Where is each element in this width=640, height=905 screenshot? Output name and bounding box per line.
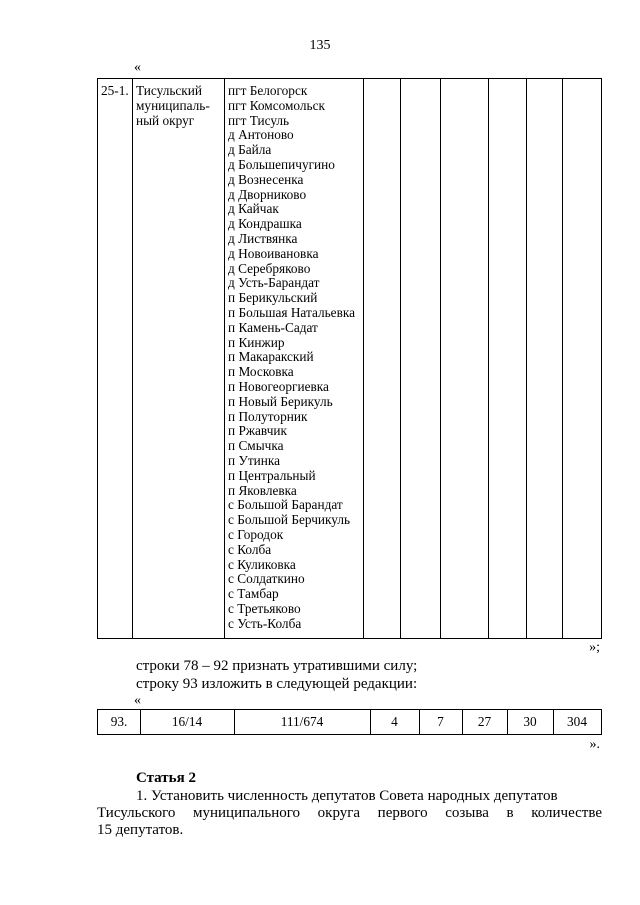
settlement-item: д Антоново bbox=[228, 127, 294, 143]
settlement-list bbox=[228, 84, 355, 631]
settlement-item: п Новогеоргиевка bbox=[228, 378, 329, 394]
amendment-text-line: строку 93 изложить в следующей редакции: bbox=[136, 676, 418, 692]
settlement-item: п Смычка bbox=[228, 438, 284, 454]
settlement-item: д Вознесенка bbox=[228, 171, 304, 187]
row-93-table bbox=[97, 709, 602, 735]
settlement-item: п Московка bbox=[228, 364, 294, 380]
column-divider bbox=[526, 79, 527, 638]
opening-quote: « bbox=[134, 693, 141, 708]
column-divider bbox=[400, 79, 401, 638]
table-cell: 7 bbox=[437, 714, 444, 729]
settlement-item: п Камень-Садат bbox=[228, 319, 318, 335]
table-cell: 111/674 bbox=[280, 714, 324, 729]
settlement-item: п Полуторник bbox=[228, 408, 308, 424]
municipality-name: Тисульский муниципаль-ный округ bbox=[136, 83, 210, 128]
settlement-item: п Большая Натальевка bbox=[228, 304, 356, 320]
article-heading: Статья 2 bbox=[136, 770, 196, 786]
settlement-item: п Макаракский bbox=[228, 349, 314, 365]
table-cell: 93. bbox=[110, 714, 128, 729]
settlement-item: д Кайчак bbox=[228, 201, 279, 217]
settlement-item: пгт Белогорск bbox=[228, 83, 308, 98]
table-cell: 304 bbox=[567, 714, 587, 729]
settlement-item: с Городок bbox=[228, 526, 284, 542]
settlement-item: д Серебряково bbox=[228, 260, 311, 276]
closing-quote: ». bbox=[589, 737, 600, 752]
page-number: 135 bbox=[309, 38, 331, 53]
settlement-item: д Дворниково bbox=[228, 186, 307, 202]
settlement-item: пгт Комсомольск bbox=[228, 97, 325, 113]
settlement-item: д Новоивановка bbox=[228, 245, 319, 261]
settlement-item: д Кондрашка bbox=[228, 216, 302, 232]
settlement-item: п Центральный bbox=[228, 467, 316, 483]
column-divider bbox=[132, 79, 133, 638]
settlement-item: с Большой Барандат bbox=[228, 497, 343, 513]
table-cell: 27 bbox=[477, 714, 492, 729]
settlement-item: д Листвянка bbox=[228, 230, 298, 246]
settlement-item: д Усть-Барандат bbox=[228, 275, 320, 291]
amendment-text-line: строки 78 – 92 признать утратившими силу; bbox=[136, 658, 418, 674]
settlement-item: с Третьяково bbox=[228, 600, 301, 616]
settlement-item: п Кинжир bbox=[228, 334, 285, 350]
article-text-line: Тисульского муниципального округа первого созыва в количестве bbox=[97, 805, 602, 821]
closing-quote: »; bbox=[589, 640, 600, 655]
table-cell: 4 bbox=[391, 714, 398, 729]
settlement-item: д Большепичугино bbox=[228, 156, 335, 172]
settlement-item: п Яковлевка bbox=[228, 482, 297, 498]
settlement-item: с Колба bbox=[228, 541, 272, 557]
settlement-item: пгт Тисуль bbox=[228, 112, 290, 128]
table-cell: 16/14 bbox=[171, 714, 203, 729]
column-divider bbox=[224, 79, 225, 638]
column-divider bbox=[440, 79, 441, 638]
settlement-item: с Солдаткино bbox=[228, 571, 305, 587]
column-divider bbox=[488, 79, 489, 638]
article-text-line: 1. Установить численность депутатов Совета народных депутатов bbox=[136, 788, 558, 804]
settlement-item: с Куликовка bbox=[228, 556, 296, 572]
settlement-item: п Утинка bbox=[228, 452, 281, 468]
settlement-item: п Новый Берикуль bbox=[228, 393, 333, 409]
row-number: 25-1. bbox=[101, 83, 129, 98]
settlement-item: с Усть-Колба bbox=[228, 615, 302, 631]
settlement-item: с Тамбар bbox=[228, 586, 279, 602]
settlement-item: д Байла bbox=[228, 142, 272, 158]
settlement-item: п Ржавчик bbox=[228, 423, 287, 439]
opening-quote: « bbox=[134, 60, 141, 75]
column-divider bbox=[363, 79, 364, 638]
settlement-item: п Берикульский bbox=[228, 290, 318, 306]
table-cell: 30 bbox=[523, 714, 537, 729]
municipality-table bbox=[97, 78, 602, 639]
settlement-item: с Большой Берчикуль bbox=[228, 512, 351, 528]
column-divider bbox=[562, 79, 563, 638]
article-text-line: 15 депутатов. bbox=[97, 822, 184, 838]
